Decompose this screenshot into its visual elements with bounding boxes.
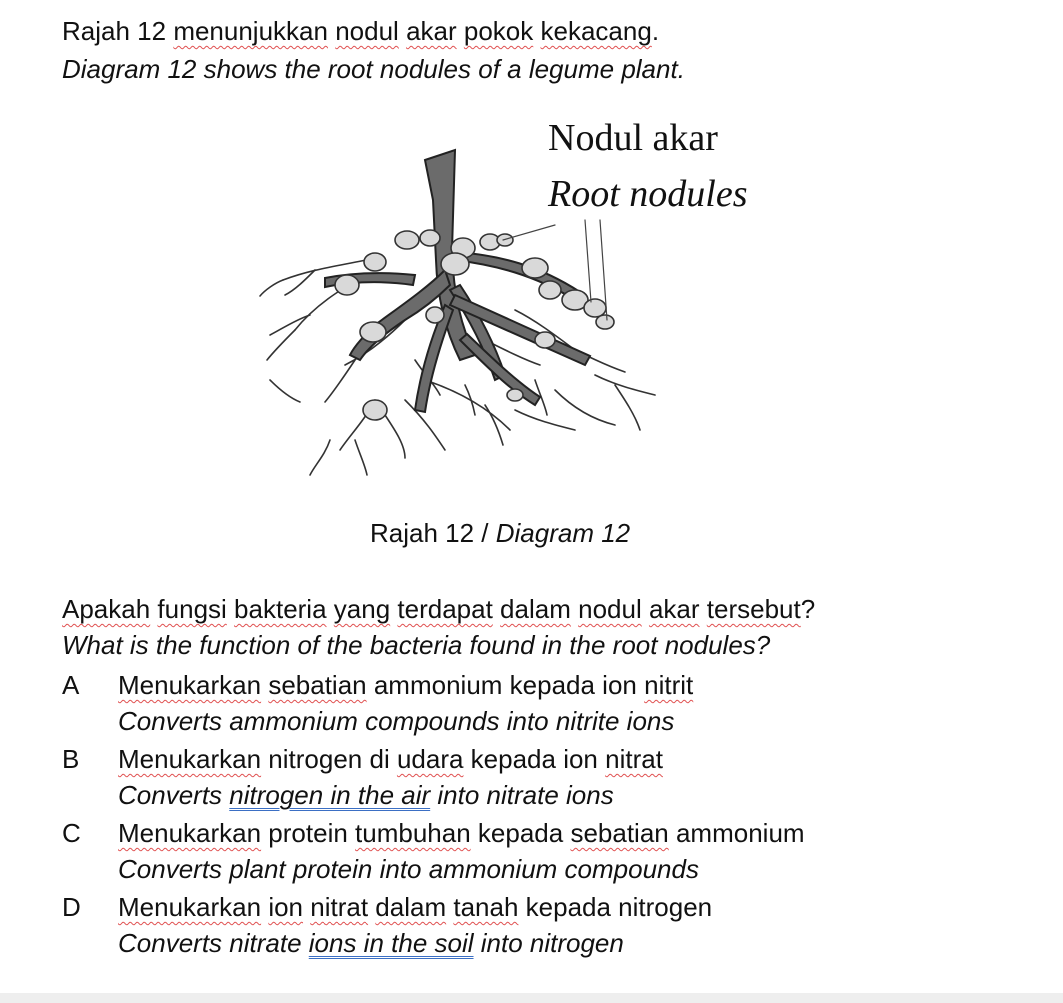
- intro-malay-prefix: Rajah 12: [62, 16, 174, 46]
- intro-word: pokok: [463, 16, 534, 46]
- question-english: What is the function of the bacteria found in the root nodules?: [62, 630, 771, 660]
- option-c-letter[interactable]: C: [62, 818, 81, 848]
- caption-english: Diagram 12: [495, 518, 631, 548]
- option-b-english[interactable]: [118, 780, 614, 811]
- option-word: tumbuhan: [355, 818, 471, 848]
- question-word: yang: [333, 594, 391, 624]
- option-word: Menukarkan: [118, 892, 262, 922]
- intro-word: akar: [406, 16, 457, 46]
- question-word: Apakah: [62, 594, 151, 624]
- option-word: sebatian: [570, 818, 669, 848]
- question-word: nodul: [578, 594, 642, 624]
- option-word: udara: [396, 744, 464, 774]
- option-word: nitrat: [310, 892, 369, 922]
- figure-caption: [370, 518, 630, 549]
- question-word: akar: [648, 594, 700, 624]
- question-word: dalam: [500, 594, 571, 624]
- option-text: Converts nitrate: [118, 928, 309, 958]
- option-word: ion: [268, 892, 304, 922]
- option-c-english[interactable]: Converts plant protein into ammonium compounds: [118, 854, 699, 884]
- intro-word: nodul: [335, 16, 399, 46]
- option-c-malay[interactable]: [118, 818, 805, 849]
- option-word: dalam: [375, 892, 447, 922]
- option-text-grammar: ions in the soil: [308, 928, 474, 958]
- question-word: fungsi: [157, 594, 227, 624]
- option-b-malay[interactable]: [118, 744, 663, 775]
- option-d-malay[interactable]: [118, 892, 712, 923]
- option-a-letter[interactable]: A: [62, 670, 80, 700]
- option-d-english[interactable]: [118, 928, 624, 959]
- intro-period: .: [651, 16, 660, 46]
- label-root-nodules: Root nodules: [548, 173, 748, 215]
- label-nodul-akar: Nodul akar: [548, 117, 718, 159]
- option-text: kepada nitrogen: [518, 892, 713, 922]
- option-word: Menukarkan: [118, 818, 262, 848]
- option-a-malay[interactable]: [118, 670, 693, 701]
- option-text: nitrogen di: [261, 744, 397, 774]
- intro-english: Diagram 12 shows the root nodules of a legume plant.: [62, 54, 685, 84]
- option-text: kepada ion: [463, 744, 606, 774]
- option-word: sebatian: [268, 670, 367, 700]
- option-text: into nitrate ions: [430, 780, 614, 810]
- option-b-letter[interactable]: B: [62, 744, 80, 774]
- bottom-strip: [0, 993, 1063, 1003]
- intro-word: menunjukkan: [173, 16, 328, 46]
- option-word: nitrit: [644, 670, 694, 700]
- option-text: ammonium kepada ion: [366, 670, 645, 700]
- option-word: tanah: [453, 892, 519, 922]
- intro-word: kekacang: [540, 16, 652, 46]
- option-text: protein: [261, 818, 356, 848]
- option-word: nitrat: [605, 744, 663, 774]
- question-word: tersebut: [706, 594, 801, 624]
- option-text: kepada: [470, 818, 571, 848]
- option-a-english[interactable]: Converts ammonium compounds into nitrite ions: [118, 706, 675, 736]
- intro-malay: [62, 16, 659, 47]
- option-d-letter[interactable]: D: [62, 892, 81, 922]
- option-text-grammar: nitrogen in the air: [229, 780, 431, 810]
- question-malay: [62, 594, 815, 625]
- question-word: terdapat: [397, 594, 493, 624]
- option-word: Menukarkan: [118, 744, 262, 774]
- option-text: Converts: [118, 780, 230, 810]
- option-text: into nitrogen: [473, 928, 624, 958]
- question-mark: ?: [800, 594, 816, 624]
- option-word: Menukarkan: [118, 670, 262, 700]
- question-word: bakteria: [234, 594, 327, 624]
- option-text: ammonium: [668, 818, 805, 848]
- caption-malay: Rajah 12 /: [370, 518, 496, 548]
